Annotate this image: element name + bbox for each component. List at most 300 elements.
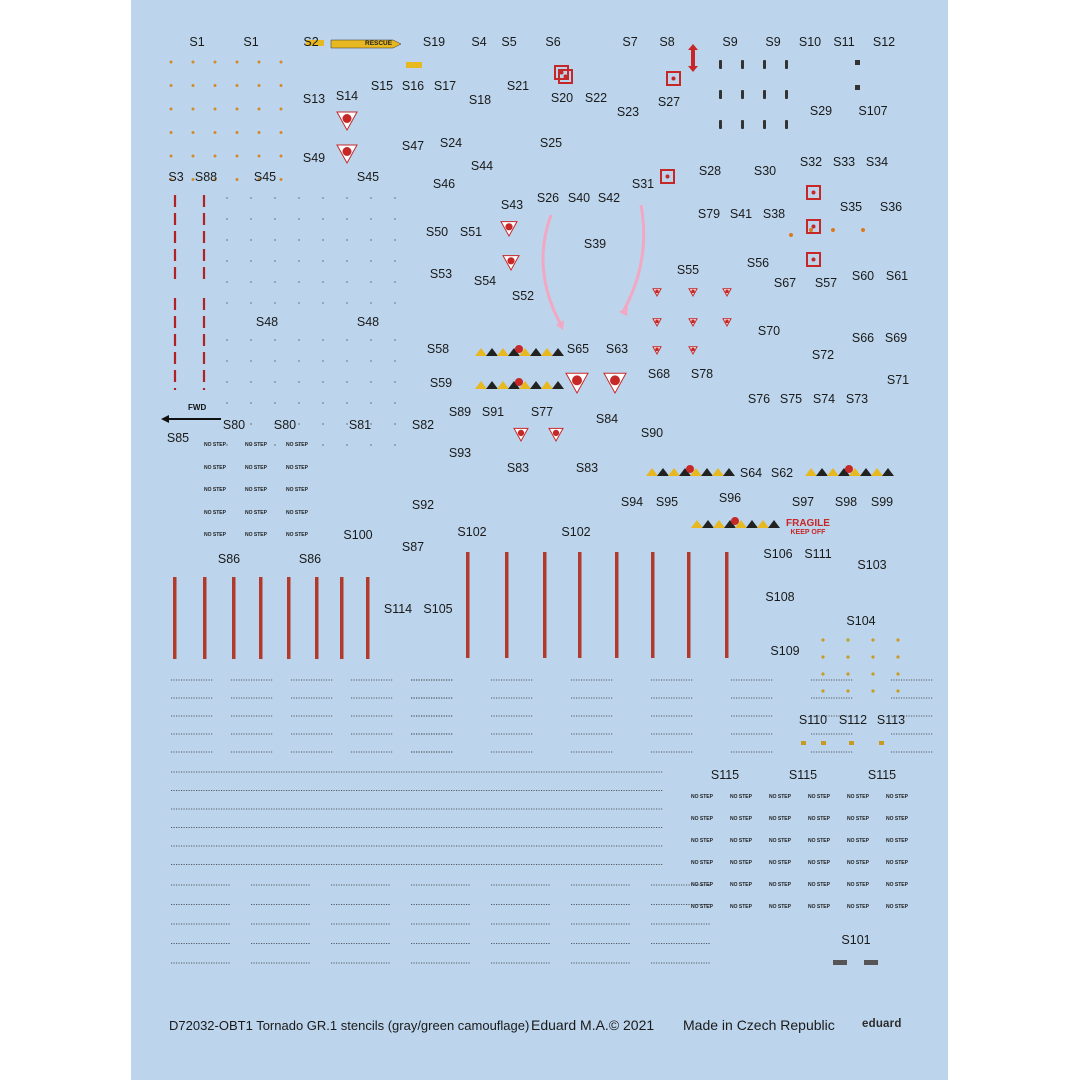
decal-label: S86 bbox=[298, 552, 322, 566]
orange-marker bbox=[258, 61, 261, 64]
decal-label: S10 bbox=[798, 35, 822, 49]
decal-label: S22 bbox=[584, 91, 608, 105]
no-step-stencil: NO STEP bbox=[886, 794, 908, 800]
insignia-center bbox=[691, 320, 695, 324]
rivet-dot bbox=[394, 218, 396, 220]
orange-marker bbox=[236, 155, 239, 158]
orange-marker bbox=[280, 61, 283, 64]
decal-label: S11 bbox=[833, 35, 855, 49]
yellow-marker bbox=[871, 655, 874, 658]
danger-box-dot bbox=[812, 191, 816, 195]
decal-label: S82 bbox=[411, 418, 435, 432]
no-step-stencil: NO STEP bbox=[691, 838, 713, 844]
rivet-dot bbox=[370, 260, 372, 262]
decal-label: S107 bbox=[858, 104, 888, 118]
no-step-stencil: NO STEP bbox=[769, 794, 791, 800]
decal-label: S30 bbox=[753, 164, 777, 178]
decal-label: S1 bbox=[189, 35, 205, 49]
insignia-center bbox=[505, 223, 512, 230]
decal-label: S102 bbox=[457, 525, 487, 539]
decal-label: S48 bbox=[356, 315, 380, 329]
rivet-dot bbox=[394, 339, 396, 341]
insignia-center bbox=[725, 320, 729, 324]
no-step-stencil: NO STEP bbox=[691, 860, 713, 866]
figure-mark bbox=[785, 120, 788, 129]
rivet-dot bbox=[394, 281, 396, 283]
yellow-marker bbox=[821, 672, 824, 675]
decal-label: S16 bbox=[401, 79, 425, 93]
rivet-dot bbox=[346, 360, 348, 362]
decal-label: S66 bbox=[851, 331, 875, 345]
s101-emblem bbox=[864, 960, 878, 965]
decal-label: S80 bbox=[222, 418, 246, 432]
rivet-dot bbox=[322, 360, 324, 362]
decal-label: S43 bbox=[500, 198, 524, 212]
rivet-dot bbox=[370, 402, 372, 404]
rivet-dot bbox=[274, 218, 276, 220]
rivet-dot bbox=[322, 239, 324, 241]
no-step-stencil: NO STEP bbox=[286, 532, 308, 538]
s8-red-arrow bbox=[688, 44, 698, 72]
danger-box-dot bbox=[666, 175, 670, 179]
rivet-dot bbox=[394, 260, 396, 262]
hazard-chevron bbox=[723, 468, 735, 476]
hazard-chevron bbox=[552, 381, 564, 389]
hazard-chevron bbox=[746, 520, 758, 528]
hazard-center bbox=[515, 345, 523, 353]
hazard-chevron bbox=[816, 468, 828, 476]
insignia-center bbox=[507, 257, 514, 264]
insignia-center bbox=[343, 114, 352, 123]
decal-label: S49 bbox=[302, 151, 326, 165]
decal-label: S112 bbox=[838, 713, 868, 727]
rivet-dot bbox=[226, 239, 228, 241]
no-step-stencil: NO STEP bbox=[886, 860, 908, 866]
rivet-dot bbox=[274, 197, 276, 199]
rivet-dot bbox=[226, 281, 228, 283]
decal-label: S41 bbox=[729, 207, 753, 221]
rivet-dot bbox=[274, 360, 276, 362]
decal-label: S104 bbox=[846, 614, 876, 628]
rivet-dot bbox=[370, 360, 372, 362]
rivet-dot bbox=[274, 239, 276, 241]
decal-label: S91 bbox=[481, 405, 505, 419]
rivet-dot bbox=[394, 197, 396, 199]
insignia-center bbox=[518, 430, 524, 436]
figure-mark bbox=[763, 90, 766, 99]
no-step-stencil: NO STEP bbox=[769, 904, 791, 910]
no-step-stencil: NO STEP bbox=[886, 816, 908, 822]
rivet-dot bbox=[226, 197, 228, 199]
no-step-stencil: NO STEP bbox=[847, 882, 869, 888]
decal-label: S99 bbox=[870, 495, 894, 509]
decal-label: S60 bbox=[851, 269, 875, 283]
decal-label: S69 bbox=[884, 331, 908, 345]
rivet-dot bbox=[298, 281, 300, 283]
decal-label: S110 bbox=[798, 713, 828, 727]
hazard-chevron bbox=[541, 348, 553, 356]
rivet-dot bbox=[394, 423, 396, 425]
rivet-dot bbox=[274, 444, 276, 446]
yellow-panel bbox=[406, 62, 422, 68]
no-step-stencil: NO STEP bbox=[730, 904, 752, 910]
rivet-dot bbox=[298, 260, 300, 262]
orange-marker bbox=[258, 108, 261, 111]
orange-dot bbox=[861, 228, 865, 232]
decal-label: S114 bbox=[383, 602, 413, 616]
pink-arrowhead bbox=[619, 306, 628, 316]
orange-marker bbox=[258, 131, 261, 134]
decal-label: S73 bbox=[845, 392, 869, 406]
no-step-stencil: NO STEP bbox=[808, 860, 830, 866]
rivet-dot bbox=[298, 339, 300, 341]
yellow-marker bbox=[846, 655, 849, 658]
hazard-chevron bbox=[657, 468, 669, 476]
yellow-marker bbox=[846, 689, 849, 692]
orange-marker bbox=[258, 84, 261, 87]
rivet-dot bbox=[346, 302, 348, 304]
yellow-marker bbox=[821, 638, 824, 641]
rivet-dot bbox=[322, 260, 324, 262]
no-step-stencil: NO STEP bbox=[730, 794, 752, 800]
danger-box-dot bbox=[672, 77, 676, 81]
no-step-stencil: NO STEP bbox=[886, 838, 908, 844]
decal-label: S55 bbox=[676, 263, 700, 277]
hazard-chevron bbox=[712, 468, 724, 476]
s101-emblem bbox=[833, 960, 847, 965]
small-marker bbox=[879, 741, 884, 745]
rivet-dot bbox=[250, 239, 252, 241]
decal-label: S17 bbox=[433, 79, 457, 93]
hazard-chevron bbox=[486, 348, 498, 356]
hazard-chevron bbox=[768, 520, 780, 528]
rivet-dot bbox=[226, 339, 228, 341]
decal-artwork bbox=[131, 0, 948, 1080]
orange-marker bbox=[280, 155, 283, 158]
decal-label: S100 bbox=[343, 528, 373, 542]
red-strip bbox=[651, 552, 655, 658]
pink-arrow bbox=[543, 215, 561, 325]
no-step-stencil: NO STEP bbox=[286, 442, 308, 448]
rivet-dot bbox=[370, 239, 372, 241]
decal-label: S4 bbox=[471, 35, 487, 49]
footer-copyright: Eduard M.A.© 2021 bbox=[531, 1017, 655, 1033]
decal-label: S6 bbox=[545, 35, 561, 49]
decal-label: S63 bbox=[605, 342, 629, 356]
rivet-dot bbox=[346, 260, 348, 262]
decal-label: S64 bbox=[739, 466, 763, 480]
yellow-marker bbox=[896, 655, 899, 658]
rivet-dot bbox=[346, 444, 348, 446]
no-step-stencil: NO STEP bbox=[245, 487, 267, 493]
figure-mark bbox=[719, 120, 722, 129]
decal-label: S50 bbox=[425, 225, 449, 239]
orange-marker bbox=[192, 61, 195, 64]
decal-label: S86 bbox=[217, 552, 241, 566]
rivet-dot bbox=[322, 381, 324, 383]
decal-label: S14 bbox=[335, 89, 359, 103]
orange-marker bbox=[280, 84, 283, 87]
small-marker bbox=[849, 741, 854, 745]
no-step-stencil: NO STEP bbox=[730, 838, 752, 844]
rivet-dot bbox=[394, 239, 396, 241]
no-step-stencil: NO STEP bbox=[204, 509, 226, 516]
no-step-stencil: NO STEP bbox=[769, 882, 791, 888]
orange-marker bbox=[280, 131, 283, 134]
no-step-stencil: NO STEP bbox=[245, 509, 267, 516]
decal-label: S23 bbox=[616, 105, 640, 119]
decal-label: S2 bbox=[303, 35, 319, 49]
rivet-dot bbox=[250, 302, 252, 304]
decal-label: S105 bbox=[423, 602, 453, 616]
no-step-stencil: NO STEP bbox=[286, 487, 308, 493]
no-step-stencil: NO STEP bbox=[886, 882, 908, 888]
no-step-stencil: NO STEP bbox=[204, 464, 226, 471]
no-step-stencil: NO STEP bbox=[691, 794, 713, 800]
danger-box-dot bbox=[560, 71, 564, 75]
orange-marker bbox=[170, 131, 173, 134]
decal-label: S58 bbox=[426, 342, 450, 356]
decal-label: S84 bbox=[595, 412, 619, 426]
decal-label: S9 bbox=[765, 35, 781, 49]
rivet-dot bbox=[322, 339, 324, 341]
decal-label: S70 bbox=[757, 324, 781, 338]
hazard-chevron bbox=[475, 348, 487, 356]
rivet-dot bbox=[250, 218, 252, 220]
decal-label: S8 bbox=[659, 35, 675, 49]
hazard-chevron bbox=[530, 348, 542, 356]
red-strip bbox=[578, 552, 582, 658]
red-strip bbox=[466, 552, 470, 658]
footer-made-in: Made in Czech Republic bbox=[683, 1017, 835, 1033]
decal-label: S9 bbox=[722, 35, 738, 49]
red-strip bbox=[687, 552, 691, 658]
no-step-stencil: NO STEP bbox=[847, 904, 869, 910]
decal-label: S109 bbox=[770, 644, 800, 658]
hazard-chevron bbox=[541, 381, 553, 389]
fragile-keep-off-decal bbox=[786, 519, 830, 536]
no-step-stencil: NO STEP bbox=[808, 794, 830, 800]
decal-label: S40 bbox=[567, 191, 591, 205]
decal-label: S1 bbox=[243, 35, 259, 49]
decal-label: S59 bbox=[429, 376, 453, 390]
decal-label: S80 bbox=[273, 418, 297, 432]
rivet-dot bbox=[370, 302, 372, 304]
red-strip bbox=[340, 577, 344, 659]
no-step-stencil: NO STEP bbox=[245, 442, 267, 448]
no-step-stencil: NO STEP bbox=[886, 904, 908, 910]
square-mark bbox=[855, 60, 860, 65]
decal-label: S72 bbox=[811, 348, 835, 362]
figure-mark bbox=[763, 60, 766, 69]
orange-dot bbox=[809, 228, 813, 232]
orange-marker bbox=[280, 178, 283, 181]
decal-label: S12 bbox=[872, 35, 896, 49]
yellow-marker bbox=[821, 655, 824, 658]
square-mark bbox=[855, 85, 860, 90]
footer-title: D72032-OBT1 Tornado GR.1 stencils (gray/green camouflage) bbox=[169, 1018, 530, 1033]
decal-label: S36 bbox=[879, 200, 903, 214]
rivet-dot bbox=[250, 402, 252, 404]
figure-mark bbox=[741, 120, 744, 129]
no-step-stencil: NO STEP bbox=[286, 509, 308, 516]
decal-label: S32 bbox=[799, 155, 823, 169]
decal-label: S62 bbox=[770, 466, 794, 480]
pink-arrow bbox=[624, 205, 644, 310]
no-step-stencil: NO STEP bbox=[730, 860, 752, 866]
decal-label: S24 bbox=[439, 136, 463, 150]
decal-label: S57 bbox=[814, 276, 838, 290]
rivet-dot bbox=[394, 302, 396, 304]
orange-marker bbox=[192, 108, 195, 111]
rivet-dot bbox=[250, 423, 252, 425]
yellow-marker bbox=[871, 689, 874, 692]
decal-label: S96 bbox=[718, 491, 742, 505]
decal-label: S83 bbox=[575, 461, 599, 475]
rivet-dot bbox=[226, 302, 228, 304]
hazard-chevron bbox=[871, 468, 883, 476]
red-strip bbox=[259, 577, 263, 659]
insignia-center bbox=[610, 375, 620, 385]
fwd-arrow bbox=[161, 415, 221, 423]
rivet-dot bbox=[322, 218, 324, 220]
decal-label: S75 bbox=[779, 392, 803, 406]
keep-off-text: KEEP OFF bbox=[790, 529, 826, 536]
fwd-label: FWD bbox=[188, 403, 207, 412]
yellow-marker bbox=[846, 638, 849, 641]
red-strip bbox=[287, 577, 291, 659]
hazard-chevron bbox=[827, 468, 839, 476]
orange-marker bbox=[192, 155, 195, 158]
red-strip bbox=[725, 552, 729, 658]
decal-label: S77 bbox=[530, 405, 554, 419]
rivet-dot bbox=[298, 197, 300, 199]
rivet-dot bbox=[322, 302, 324, 304]
decal-label: S97 bbox=[791, 495, 815, 509]
decal-label: S18 bbox=[468, 93, 492, 107]
decal-label: S115 bbox=[788, 768, 818, 782]
decal-label: S47 bbox=[401, 139, 425, 153]
hazard-center bbox=[686, 465, 694, 473]
red-strip bbox=[203, 577, 207, 659]
orange-marker bbox=[214, 108, 217, 111]
decal-label: S52 bbox=[511, 289, 535, 303]
decal-label: S46 bbox=[432, 177, 456, 191]
decal-label: S79 bbox=[697, 207, 721, 221]
figure-mark bbox=[741, 60, 744, 69]
orange-marker bbox=[192, 84, 195, 87]
hazard-chevron bbox=[486, 381, 498, 389]
rivet-dot bbox=[322, 402, 324, 404]
rivet-dot bbox=[274, 402, 276, 404]
no-step-stencil: NO STEP bbox=[808, 816, 830, 822]
decal-label: S71 bbox=[886, 373, 910, 387]
orange-marker bbox=[214, 155, 217, 158]
red-strip bbox=[315, 577, 319, 659]
hazard-chevron bbox=[668, 468, 680, 476]
rivet-dot bbox=[322, 423, 324, 425]
rivet-dot bbox=[298, 381, 300, 383]
decal-label: S48 bbox=[255, 315, 279, 329]
decal-label: S68 bbox=[647, 367, 671, 381]
rivet-dot bbox=[370, 281, 372, 283]
red-strip bbox=[173, 577, 177, 659]
no-step-stencil: NO STEP bbox=[691, 904, 713, 910]
decal-label: S45 bbox=[253, 170, 277, 184]
rivet-dot bbox=[274, 260, 276, 262]
red-strip bbox=[505, 552, 509, 658]
yellow-marker bbox=[896, 672, 899, 675]
rivet-dot bbox=[226, 360, 228, 362]
rivet-dot bbox=[226, 218, 228, 220]
decal-label: S56 bbox=[746, 256, 770, 270]
orange-marker bbox=[280, 108, 283, 111]
decal-label: S103 bbox=[857, 558, 887, 572]
yellow-marker bbox=[821, 689, 824, 692]
decal-label: S78 bbox=[690, 367, 714, 381]
no-step-stencil: NO STEP bbox=[847, 838, 869, 844]
no-step-stencil: NO STEP bbox=[847, 816, 869, 822]
rivet-dot bbox=[274, 302, 276, 304]
decal-label: S108 bbox=[765, 590, 795, 604]
figure-mark bbox=[719, 60, 722, 69]
rivet-dot bbox=[346, 402, 348, 404]
decal-label: S51 bbox=[459, 225, 483, 239]
decal-label: S106 bbox=[763, 547, 793, 561]
decal-sheet bbox=[131, 0, 948, 1080]
decal-label: S20 bbox=[550, 91, 574, 105]
decal-label: S85 bbox=[166, 431, 190, 445]
orange-marker bbox=[214, 61, 217, 64]
rivet-dot bbox=[250, 360, 252, 362]
orange-dot bbox=[831, 228, 835, 232]
rivet-dot bbox=[250, 260, 252, 262]
small-marker bbox=[821, 741, 826, 745]
danger-box-dot bbox=[812, 258, 816, 262]
yellow-marker bbox=[871, 638, 874, 641]
rivet-dot bbox=[370, 339, 372, 341]
red-strip bbox=[615, 552, 619, 658]
decal-label: S54 bbox=[473, 274, 497, 288]
rivet-dot bbox=[394, 381, 396, 383]
hazard-chevron bbox=[702, 520, 714, 528]
decal-label: S61 bbox=[885, 269, 909, 283]
decal-label: S53 bbox=[429, 267, 453, 281]
red-strip bbox=[366, 577, 370, 659]
no-step-stencil: NO STEP bbox=[204, 487, 226, 493]
insignia-center bbox=[691, 290, 695, 294]
insignia-center bbox=[655, 348, 659, 352]
no-step-stencil: NO STEP bbox=[204, 532, 226, 538]
hazard-chevron bbox=[691, 520, 703, 528]
decal-label: S67 bbox=[773, 276, 797, 290]
figure-mark bbox=[763, 120, 766, 129]
rivet-dot bbox=[346, 218, 348, 220]
rivet-dot bbox=[346, 339, 348, 341]
orange-marker bbox=[258, 155, 261, 158]
hazard-chevron bbox=[757, 520, 769, 528]
hazard-chevron bbox=[475, 381, 487, 389]
no-step-stencil: NO STEP bbox=[808, 882, 830, 888]
hazard-chevron bbox=[552, 348, 564, 356]
decal-label: S101 bbox=[841, 933, 871, 947]
decal-label: S87 bbox=[401, 540, 425, 554]
rivet-dot bbox=[298, 302, 300, 304]
decal-label: S94 bbox=[620, 495, 644, 509]
figure-mark bbox=[719, 90, 722, 99]
rivet-dot bbox=[346, 381, 348, 383]
rivet-dot bbox=[226, 260, 228, 262]
